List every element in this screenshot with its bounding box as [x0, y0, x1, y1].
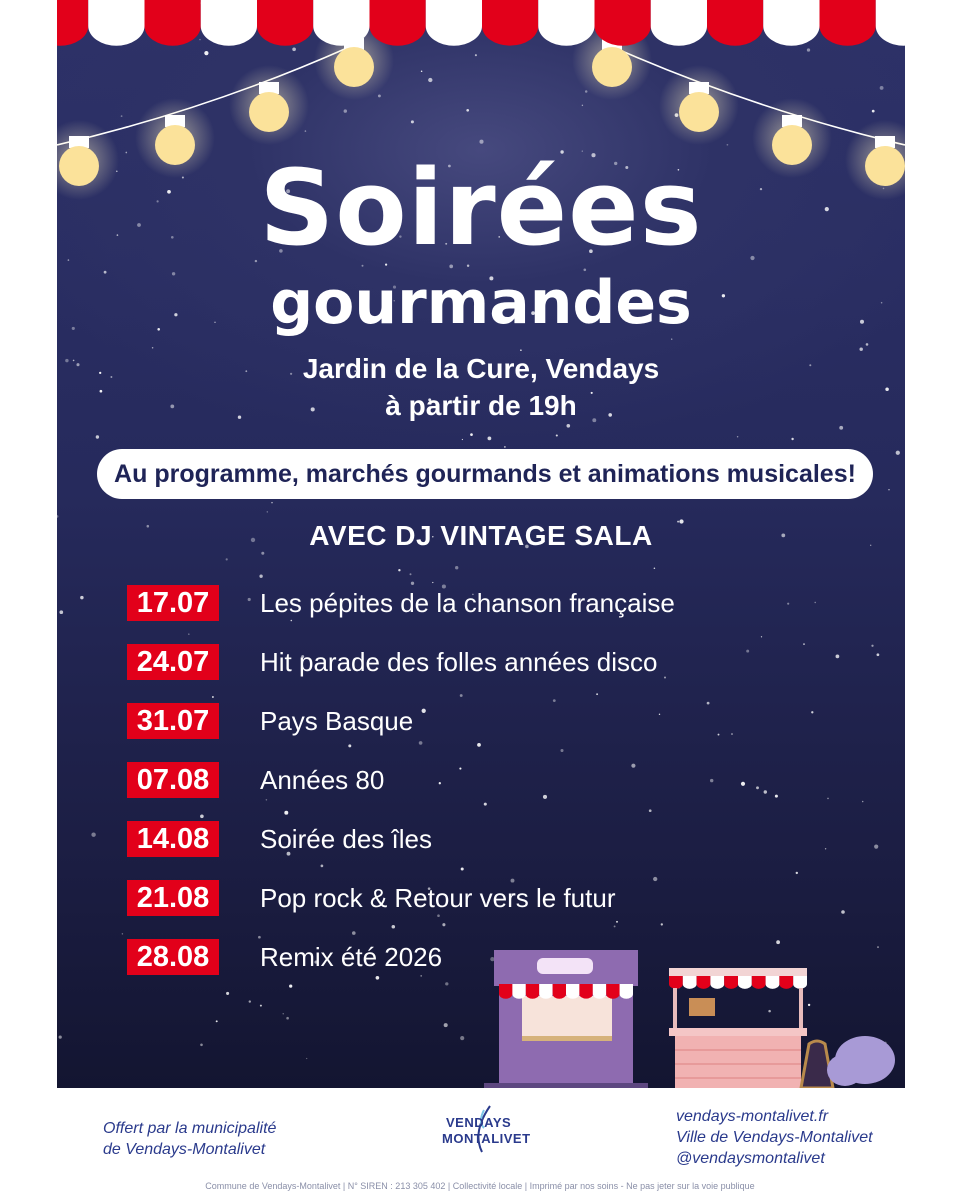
legal-notice: Commune de Vendays-Montalivet | N° SIREN : 213 305 402 | Collectivité locale | Imprimé par nos soins - Ne pas jeter sur la voie publique — [205, 1181, 755, 1191]
logo-text: MONTALIVET — [442, 1131, 531, 1146]
market-stall-illustration — [484, 950, 648, 1088]
event-date-badge: 07.08 — [127, 762, 219, 798]
event-date-badge: 31.07 — [127, 703, 219, 739]
event-date-badge: 28.08 — [127, 939, 219, 975]
poster-subtitle: gourmandes — [270, 268, 692, 338]
event-title: Hit parade des folles années disco — [260, 647, 658, 677]
social-handle[interactable]: @vendaysmontalivet — [676, 1150, 825, 1167]
event-title: Pop rock & Retour vers le futur — [260, 883, 616, 913]
event-date-badge: 14.08 — [127, 821, 219, 857]
light-bulb-icon — [659, 65, 739, 145]
event-date-badge: 21.08 — [127, 880, 219, 916]
poster-title: Soirées — [259, 147, 703, 269]
website-link[interactable]: vendays-montalivet.fr — [676, 1108, 829, 1125]
programme-banner: Au programme, marchés gourmands et animations musicales! — [97, 449, 873, 499]
footer-sponsor — [103, 1118, 276, 1160]
event-title: Pays Basque — [260, 706, 414, 736]
event-date-badge: 17.07 — [127, 585, 219, 621]
footer-contacts — [676, 1106, 873, 1169]
dj-heading: AVEC DJ VINTAGE SALA — [309, 520, 653, 551]
event-location: Jardin de la Cure, Vendays — [302, 353, 660, 384]
light-bulb-icon — [229, 65, 309, 145]
event-title: Remix été 2026 — [260, 942, 443, 972]
logo-text: VENDAYS — [446, 1115, 512, 1130]
facebook-page[interactable]: Ville de Vendays-Montalivet — [676, 1129, 873, 1146]
event-title: Soirée des îles — [260, 824, 432, 854]
event-time: à partir de 19h — [385, 390, 577, 421]
sponsor-line: Offert par la municipalité — [103, 1120, 277, 1137]
event-date-badge: 24.07 — [127, 644, 219, 680]
food-stand-illustration — [669, 968, 895, 1088]
event-title: Les pépites de la chanson française — [260, 588, 675, 618]
event-poster — [57, 0, 905, 1088]
striped-awning — [57, 0, 905, 46]
town-logo — [432, 1102, 531, 1156]
event-title: Années 80 — [260, 765, 385, 795]
sponsor-line: de Vendays-Montalivet — [103, 1141, 266, 1158]
